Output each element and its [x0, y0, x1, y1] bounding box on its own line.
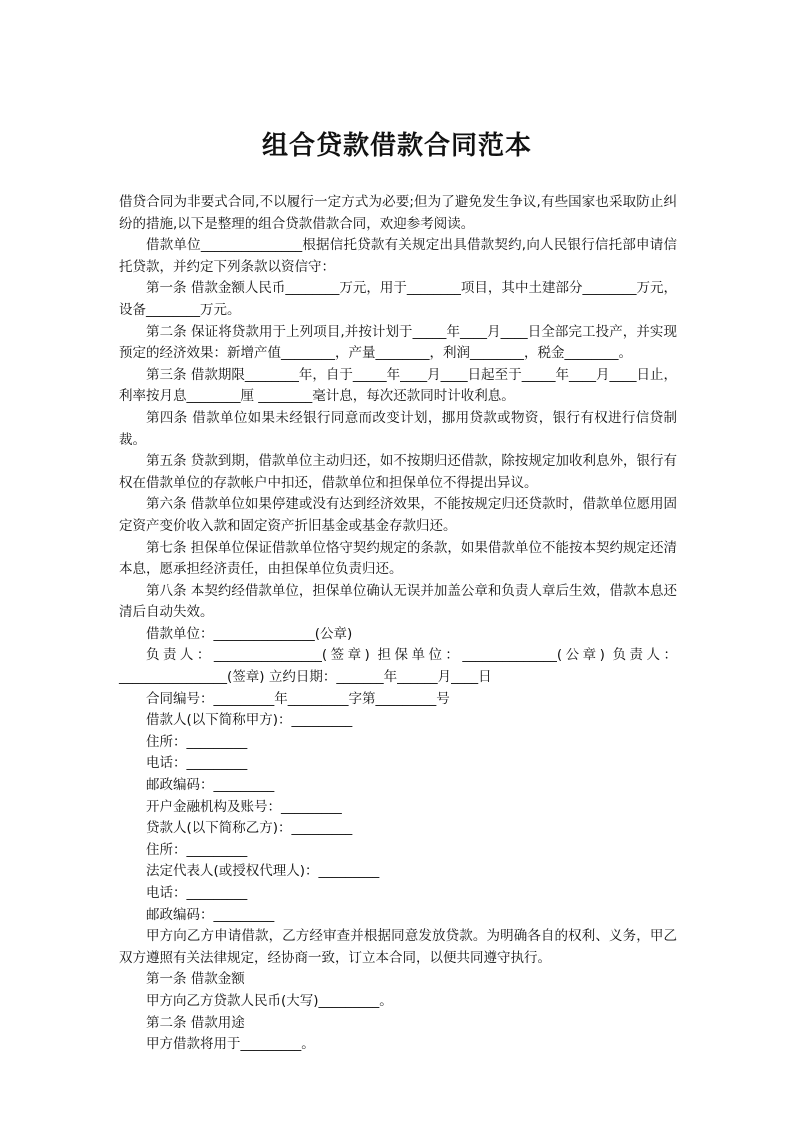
body-paragraph: 住所：_________: [146, 841, 248, 858]
body-paragraph: 住所：_________: [146, 733, 248, 750]
body-paragraph: 法定代表人(或授权代理人)：_________: [146, 863, 380, 880]
body-paragraph: 第一条 借款金额人民币________万元，用于________项目，其中土建部分________万元，设备________万元。: [119, 280, 677, 318]
body-paragraph: 甲方借款将用于_________。: [146, 1036, 315, 1053]
body-paragraph: 邮政编码：_________: [146, 777, 275, 794]
body-paragraph: 电话：_________: [146, 755, 248, 772]
body-paragraph: 第二条 借款用途: [146, 1014, 245, 1031]
body-paragraph: 贷款人(以下简称乙方)：_________: [146, 820, 353, 837]
document-body: [119, 192, 677, 1056]
body-paragraph: 开户金融机构及账号：_________: [146, 798, 342, 815]
body-paragraph: 第五条 贷款到期，借款单位主动归还，如不按期归还借款，除按规定加收利息外，银行有权在借款单位的存款帐户中扣还，借款单位和担保单位不得提出异议。: [119, 453, 677, 491]
body-paragraph: 第六条 借款单位如果停建或没有达到经济效果，不能按规定归还贷款时，借款单位愿用固定资产变价收入款和固定资产折旧基金或基金存款归还。: [119, 496, 677, 534]
body-paragraph: 第七条 担保单位保证借款单位恪守契约规定的条款，如果借款单位不能按本契约规定还清本息，愿承担经济责任，由担保单位负责归还。: [119, 539, 677, 578]
body-paragraph: 第三条 借款期限________年，自于_____年____月____日起至于_____年____月____日止，利率按月息________厘 ________毫计息，每次还款同时计收利息。: [119, 366, 677, 405]
body-paragraph: 借款人(以下简称甲方)：_________: [146, 712, 353, 729]
body-paragraph: 第四条 借款单位如果未经银行同意而改变计划，挪用贷款或物资，银行有权进行信贷制裁。: [119, 409, 677, 448]
body-paragraph: 第八条 本契约经借款单位，担保单位确认无误并加盖公章和负责人章后生效，借款本息还清后自动失效。: [119, 582, 677, 621]
body-paragraph: 电话：_________: [146, 885, 248, 901]
body-paragraph: 借款单位：_______________(公章): [146, 625, 353, 642]
document-title: 组合贷款借款合同范本: [261, 131, 532, 161]
body-paragraph: 第一条 借款金额: [146, 971, 245, 988]
body-paragraph: 甲方向乙方申请借款，乙方经审查并根据同意发放贷款。为明确各自的权利、义务，甲乙双方遵照有关法律规定，经协商一致，订立本合同，以便共同遵守执行。: [119, 928, 677, 966]
body-paragraph: 借款单位_______________根据信托贷款有关规定出具借款契约,向人民银行信托部申请信托贷款，并约定下列条款以资信守：: [119, 237, 677, 275]
body-paragraph: 第二条 保证将贷款用于上列项目,并按计划于_____年____月____日全部完工投产，并实现预定的经济效果：新增产值________，产量________，利润________，税金________。: [119, 323, 677, 362]
body-paragraph: 负责人：________________(签章) 担保单位：______________(公章) 负责人：________________(签章) 立约日期：_______年______月____日: [119, 647, 677, 686]
body-paragraph: 借贷合同为非要式合同,不以履行一定方式为必要;但为了避免发生争议,有些国家也采取防止纠纷的措施,以下是整理的组合贷款借款合同，欢迎参考阅读。: [119, 194, 677, 232]
body-paragraph: 邮政编码：_________: [146, 906, 275, 923]
body-paragraph: 甲方向乙方贷款人民币(大写)_________。: [146, 992, 393, 1009]
body-paragraph: 合同编号：_________年_________字第_________号: [146, 690, 450, 707]
